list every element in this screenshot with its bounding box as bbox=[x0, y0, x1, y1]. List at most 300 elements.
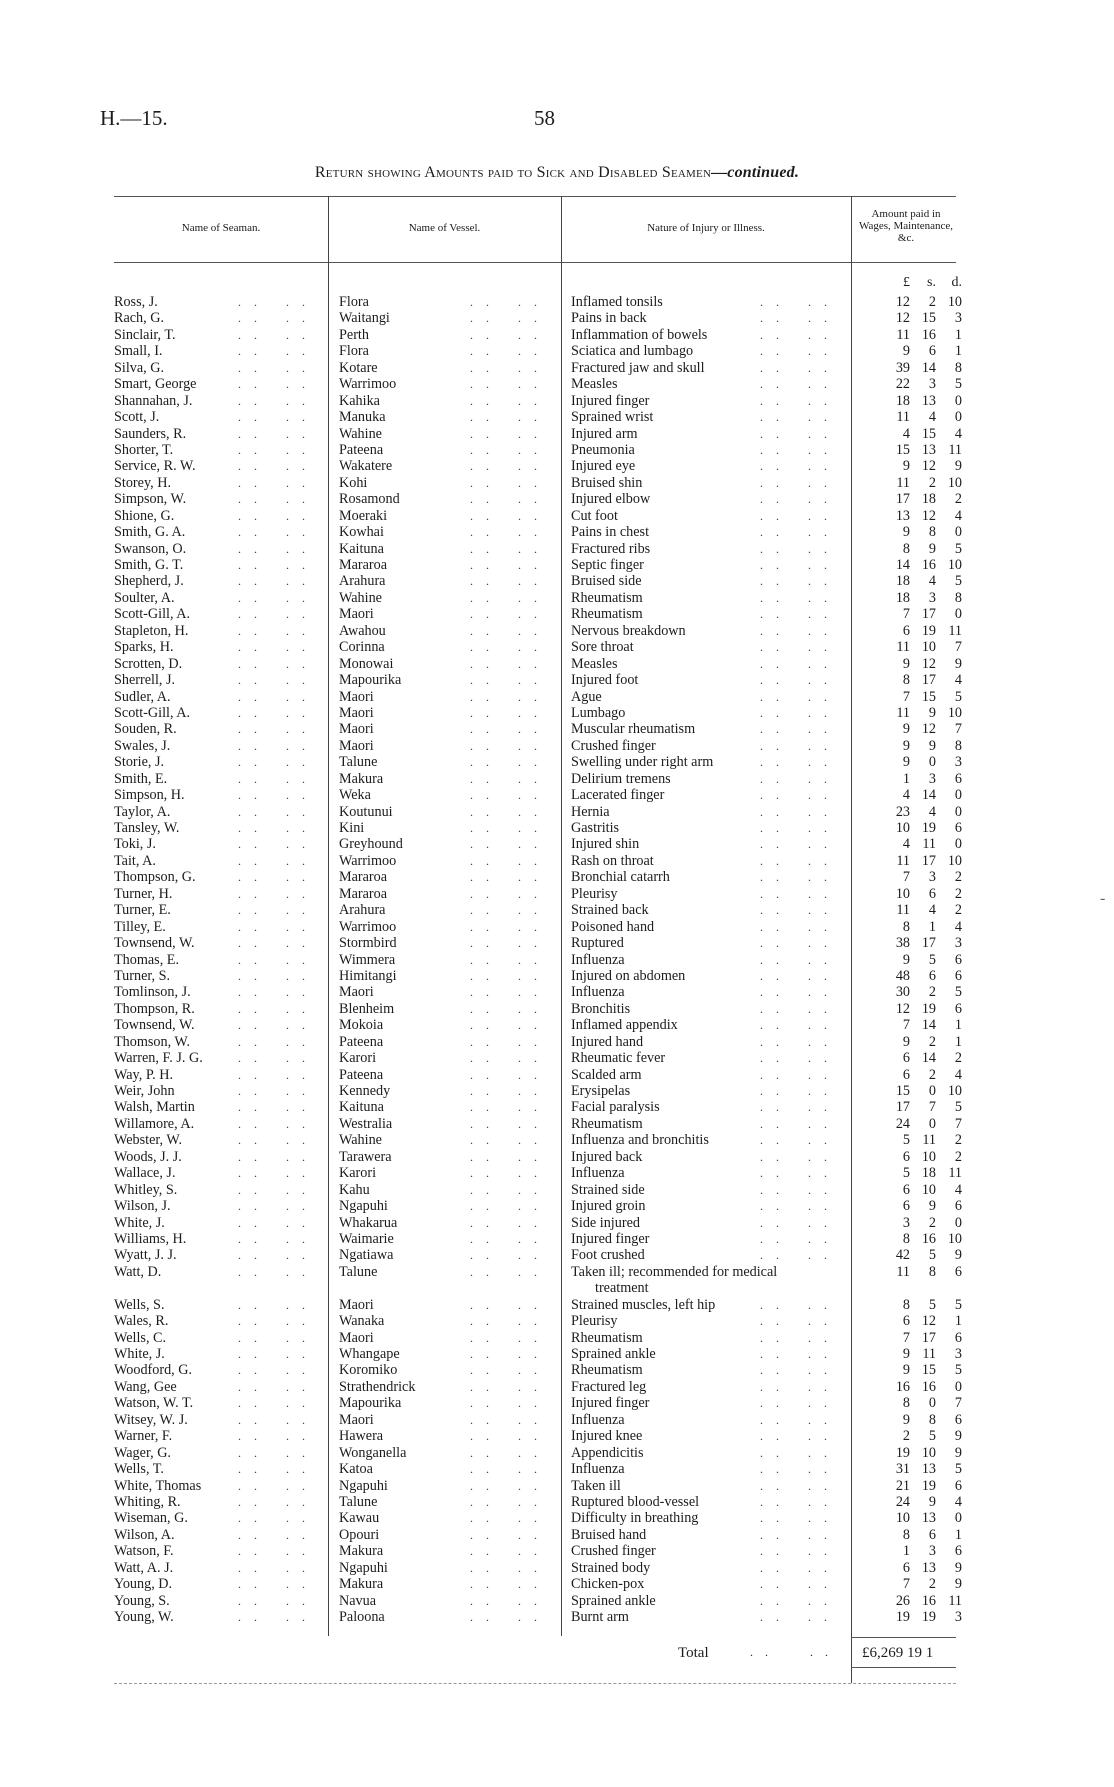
table-row bbox=[0, 1543, 1114, 1559]
seaman-name: Woodford, G. bbox=[114, 1362, 193, 1379]
leader-dots: .. .. bbox=[470, 821, 550, 835]
injury-text: Pleurisy bbox=[571, 1313, 618, 1330]
header-vessel: Name of Vessel. bbox=[408, 222, 481, 234]
amount-shillings: 6 bbox=[928, 885, 936, 902]
amount-shillings: 19 bbox=[921, 820, 936, 836]
injury-text: Sprained ankle bbox=[571, 1592, 656, 1609]
injury-text: Injured arm bbox=[571, 425, 638, 442]
seaman-name: Young, S. bbox=[114, 1592, 170, 1609]
leader-dots: .. .. bbox=[470, 1149, 550, 1164]
amount-pence: 5 bbox=[954, 376, 962, 393]
injury-text: Strained muscles, left hip bbox=[571, 1296, 716, 1313]
leader-dots: .. .. bbox=[760, 837, 840, 852]
amount-pounds: 12 bbox=[895, 310, 910, 327]
leader-dots: .. .. bbox=[760, 1544, 840, 1559]
amount-pounds: 6 bbox=[902, 1313, 910, 1330]
leader-dots: .. .. bbox=[470, 673, 550, 688]
leader-dots: .. .. bbox=[470, 1248, 550, 1263]
amount-pounds: 14 bbox=[895, 557, 910, 573]
vessel-name: Maori bbox=[339, 704, 374, 721]
amount-pence: 4 bbox=[954, 1181, 962, 1198]
amount-pounds: 7 bbox=[902, 688, 910, 705]
amount-shillings: 11 bbox=[922, 836, 936, 853]
leader-dots: .. .. bbox=[760, 689, 840, 704]
table-row bbox=[0, 1297, 1114, 1313]
amount-pence: 1 bbox=[954, 1033, 962, 1050]
seaman-name: Whiting, R. bbox=[114, 1493, 181, 1510]
injury-text: Rheumatism bbox=[571, 1362, 643, 1379]
leader-dots: .. .. bbox=[760, 459, 840, 474]
seaman-name: Turner, S. bbox=[114, 967, 171, 984]
leader-dots: .. .. bbox=[238, 623, 318, 638]
leader-dots: .. .. bbox=[238, 1330, 318, 1345]
seaman-name: Stapleton, H. bbox=[114, 622, 189, 639]
leader-dots: .. .. bbox=[470, 952, 550, 967]
leader-dots: .. .. bbox=[470, 1297, 550, 1312]
vessel-name: Kaituna bbox=[339, 540, 384, 557]
amount-pence: 6 bbox=[954, 1543, 962, 1560]
injury-text: Burnt arm bbox=[571, 1609, 629, 1626]
amount-pounds: 10 bbox=[895, 885, 910, 902]
amount-pence: 9 bbox=[954, 1576, 962, 1593]
amount-pounds: 1 bbox=[902, 770, 910, 787]
seaman-name: Thomson, W. bbox=[114, 1033, 191, 1050]
table-row bbox=[0, 524, 1114, 540]
vessel-name: Mararoa bbox=[339, 557, 388, 573]
seaman-name: Tilley, E. bbox=[114, 918, 166, 935]
amount-shillings: 15 bbox=[921, 425, 936, 442]
amount-pounds: 11 bbox=[896, 639, 910, 656]
seaman-name: Thompson, R. bbox=[114, 1000, 195, 1017]
leader-dots: .. .. bbox=[238, 1067, 318, 1082]
title-continued: —continued. bbox=[711, 164, 800, 181]
leader-dots: .. .. bbox=[760, 442, 840, 457]
seaman-name: Simpson, H. bbox=[114, 787, 185, 804]
table-row bbox=[0, 738, 1114, 754]
amount-pence: 11 bbox=[948, 1592, 962, 1609]
seaman-name: Young, D. bbox=[114, 1576, 173, 1593]
injury-text: Taken ill bbox=[571, 1477, 621, 1494]
seaman-name: Scott-Gill, A. bbox=[114, 606, 191, 623]
leader-dots: .. .. bbox=[760, 985, 840, 1000]
amount-pounds: 11 bbox=[896, 474, 910, 491]
injury-text: Delirium tremens bbox=[571, 770, 671, 787]
leader-dots: .. .. bbox=[760, 919, 840, 934]
leader-dots: .. .. bbox=[760, 903, 840, 918]
amount-pence: 11 bbox=[948, 1165, 962, 1182]
table-row bbox=[0, 343, 1114, 359]
seaman-name: Shepherd, J. bbox=[114, 573, 184, 590]
injury-text: Rheumatism bbox=[571, 1329, 643, 1346]
leader-dots: .. .. bbox=[238, 1133, 318, 1148]
amount-pence: 10 bbox=[947, 1230, 962, 1247]
table-row bbox=[0, 820, 1114, 836]
leader-dots: .. .. bbox=[470, 1215, 550, 1230]
amount-shillings: 0 bbox=[928, 754, 936, 771]
amount-pence: 6 bbox=[954, 770, 962, 787]
vessel-name: Warrimoo bbox=[339, 918, 397, 935]
leader-dots: .. .. bbox=[238, 1001, 318, 1016]
vessel-name: Maori bbox=[339, 984, 374, 1001]
vessel-name: Kotare bbox=[339, 359, 378, 376]
vessel-name: Strathendrick bbox=[339, 1378, 416, 1395]
amount-pence: 2 bbox=[954, 902, 962, 919]
leader-dots: .. .. bbox=[470, 1051, 550, 1066]
vessel-name: Waimarie bbox=[339, 1230, 394, 1247]
leader-dots: .. .. bbox=[238, 426, 318, 441]
table-row bbox=[0, 442, 1114, 458]
seaman-name: Sherrell, J. bbox=[114, 672, 176, 689]
leader-dots: .. .. bbox=[238, 1593, 318, 1608]
leader-dots: .. .. bbox=[760, 1297, 840, 1312]
vessel-name: Waitangi bbox=[339, 310, 390, 327]
leader-dots: .. .. bbox=[760, 1231, 840, 1246]
leader-dots: .. .. bbox=[470, 1363, 550, 1378]
leader-dots: .. .. bbox=[238, 1018, 318, 1033]
leader-dots: .. .. bbox=[470, 1100, 550, 1115]
table-row bbox=[0, 1116, 1114, 1132]
vessel-name: Navua bbox=[339, 1592, 377, 1609]
amount-shillings: 5 bbox=[928, 1428, 936, 1445]
seaman-name: Thompson, G. bbox=[114, 869, 196, 886]
vessel-name: Ngatiawa bbox=[339, 1247, 394, 1264]
injury-text: Difficulty in breathing bbox=[571, 1510, 699, 1527]
amount-pence: 0 bbox=[954, 803, 962, 820]
leader-dots: .. .. bbox=[470, 475, 550, 490]
seaman-name: Souden, R. bbox=[114, 721, 177, 738]
injury-text: Bruised shin bbox=[571, 474, 643, 491]
amount-shillings: 7 bbox=[928, 1099, 936, 1116]
amount-pounds: 9 bbox=[902, 1411, 910, 1428]
leader-dots: .. .. bbox=[238, 311, 318, 326]
amount-shillings: 12 bbox=[921, 458, 936, 475]
amount-shillings: 3 bbox=[928, 869, 936, 886]
seaman-name: White, Thomas bbox=[114, 1477, 202, 1494]
amount-pence: 5 bbox=[954, 573, 962, 590]
injury-text: Fractured ribs bbox=[571, 540, 651, 557]
amount-shillings: 18 bbox=[921, 1165, 936, 1182]
injury-text: Crushed finger bbox=[571, 1543, 656, 1560]
injury-text: Inflamed appendix bbox=[571, 1017, 678, 1034]
leader-dots: .. .. bbox=[760, 640, 840, 655]
seaman-name: Saunders, R. bbox=[114, 425, 187, 442]
injury-text: Crushed finger bbox=[571, 737, 656, 754]
vessel-name: Maori bbox=[339, 721, 374, 738]
vessel-name: Warrimoo bbox=[339, 376, 397, 393]
seaman-name: Witsey, W. J. bbox=[114, 1411, 188, 1428]
amount-pence: 4 bbox=[954, 918, 962, 935]
seaman-name: Sudler, A. bbox=[114, 688, 171, 705]
amount-pounds: 24 bbox=[895, 1493, 910, 1510]
injury-text: Pains in chest bbox=[571, 524, 650, 541]
amount-shillings: 16 bbox=[921, 326, 936, 343]
leader-dots: .. .. bbox=[238, 295, 318, 309]
vessel-name: Karori bbox=[339, 1165, 377, 1182]
seaman-name: Sinclair, T. bbox=[114, 326, 176, 343]
leader-dots: .. .. bbox=[238, 1577, 318, 1592]
amount-shillings: 13 bbox=[921, 1510, 936, 1527]
table-row bbox=[0, 557, 1114, 573]
seaman-name: Wyatt, J. J. bbox=[114, 1247, 177, 1264]
table-row bbox=[0, 721, 1114, 737]
seaman-name: Turner, H. bbox=[114, 885, 173, 902]
injury-text: Influenza bbox=[571, 1165, 625, 1182]
leader-dots: .. .. bbox=[470, 1084, 550, 1098]
leader-dots: .. .. bbox=[470, 607, 550, 622]
leader-dots: .. .. bbox=[470, 426, 550, 441]
amount-shillings: 2 bbox=[928, 1576, 936, 1593]
leader-dots: .. .. bbox=[470, 1018, 550, 1033]
amount-pounds: 9 bbox=[902, 655, 910, 672]
injury-text: Facial paralysis bbox=[571, 1099, 660, 1116]
amount-shillings: 0 bbox=[928, 1115, 936, 1132]
table-row bbox=[0, 1445, 1114, 1461]
leader-dots: .. .. bbox=[238, 590, 318, 605]
amount-pence: 3 bbox=[954, 1346, 962, 1363]
leader-dots: .. .. bbox=[760, 1478, 840, 1493]
amount-shillings: 14 bbox=[921, 787, 936, 804]
amount-pounds: 15 bbox=[895, 441, 910, 458]
amount-pounds: 13 bbox=[895, 507, 910, 524]
leader-dots: .. .. bbox=[238, 1314, 318, 1329]
injury-text: Septic finger bbox=[571, 557, 644, 573]
amount-pounds: 9 bbox=[902, 343, 910, 360]
amount-pounds: 6 bbox=[902, 1559, 910, 1576]
leader-dots: .. .. bbox=[760, 1379, 840, 1394]
amount-pence: 3 bbox=[954, 754, 962, 771]
leader-dots: .. .. bbox=[760, 1182, 840, 1197]
table-row bbox=[0, 1313, 1114, 1329]
table-row bbox=[0, 1346, 1114, 1362]
leader-dots: .. .. bbox=[470, 344, 550, 359]
table-row bbox=[0, 787, 1114, 803]
table-row bbox=[0, 754, 1114, 770]
amount-shillings: 17 bbox=[921, 852, 936, 869]
vessel-name: Whakarua bbox=[339, 1214, 398, 1231]
leader-dots: .. .. bbox=[238, 459, 318, 474]
leader-dots: .. .. bbox=[238, 377, 318, 392]
table-row bbox=[0, 541, 1114, 557]
vessel-name: Whangape bbox=[339, 1346, 400, 1363]
leader-dots: .. .. bbox=[238, 886, 318, 901]
table-row bbox=[0, 508, 1114, 524]
leader-dots: .. .. bbox=[470, 1379, 550, 1394]
amount-pounds: 6 bbox=[902, 1198, 910, 1215]
amount-pence: 3 bbox=[954, 1609, 962, 1626]
leader-dots: .. .. bbox=[760, 1577, 840, 1592]
table-row bbox=[0, 853, 1114, 869]
amount-shillings: 3 bbox=[928, 589, 936, 606]
table-row bbox=[0, 1576, 1114, 1592]
leader-dots: .. .. bbox=[760, 508, 840, 523]
injury-text: Rheumatism bbox=[571, 606, 643, 623]
table-row bbox=[0, 886, 1114, 902]
leader-dots: .. .. bbox=[760, 1018, 840, 1033]
leader-dots: .. .. bbox=[470, 837, 550, 852]
table-row bbox=[0, 1247, 1114, 1263]
amount-shillings: 15 bbox=[921, 688, 936, 705]
injury-text: Ague bbox=[571, 688, 602, 705]
vessel-name: Kaituna bbox=[339, 1099, 384, 1116]
seaman-name: Swales, J. bbox=[114, 737, 171, 754]
leader-dots: .. .. bbox=[760, 771, 840, 786]
table-row bbox=[0, 1264, 1114, 1297]
leader-dots: .. .. bbox=[470, 656, 550, 671]
injury-text: Injured knee bbox=[571, 1428, 643, 1445]
seaman-name: White, J. bbox=[114, 1214, 165, 1231]
leader-dots: .. .. bbox=[470, 640, 550, 655]
leader-dots: .. .. bbox=[238, 853, 318, 868]
leader-dots: .. .. bbox=[238, 1051, 318, 1066]
leader-dots: .. .. bbox=[238, 1396, 318, 1411]
vessel-name: Wakatere bbox=[339, 458, 393, 475]
injury-text: Ruptured bbox=[571, 935, 624, 952]
vessel-name: Rosamond bbox=[339, 491, 400, 508]
injury-text: Injured finger bbox=[571, 1230, 650, 1247]
seaman-name: Wager, G. bbox=[114, 1444, 171, 1461]
amount-pence: 10 bbox=[947, 557, 962, 573]
amount-shillings: 11 bbox=[922, 1132, 936, 1149]
injury-text: Appendicitis bbox=[571, 1444, 644, 1461]
amount-pence: 1 bbox=[954, 326, 962, 343]
seaman-name: Storey, H. bbox=[114, 474, 172, 491]
vessel-name: Wahine bbox=[339, 425, 382, 442]
amount-pence: 3 bbox=[954, 935, 962, 952]
amount-pounds: 6 bbox=[902, 622, 910, 639]
seaman-name: Watt, A. J. bbox=[114, 1559, 174, 1576]
table-row bbox=[0, 1001, 1114, 1017]
table-row bbox=[0, 656, 1114, 672]
leader-dots: .. .. bbox=[238, 952, 318, 967]
amount-pounds: 16 bbox=[895, 1378, 910, 1395]
leader-dots: .. .. bbox=[470, 804, 550, 819]
amount-pounds: 10 bbox=[895, 820, 910, 836]
seaman-name: Wallace, J. bbox=[114, 1165, 176, 1182]
amount-pounds: 6 bbox=[902, 1066, 910, 1083]
amount-pence: 10 bbox=[947, 294, 962, 310]
seaman-name: Way, P. H. bbox=[114, 1066, 174, 1083]
page-title bbox=[0, 164, 1114, 182]
injury-text: Swelling under right arm bbox=[571, 754, 714, 771]
seaman-name: Scott-Gill, A. bbox=[114, 704, 191, 721]
seaman-name: Ross, J. bbox=[114, 294, 158, 310]
leader-dots: .. .. bbox=[760, 1527, 840, 1542]
leader-dots: .. .. bbox=[238, 475, 318, 490]
amount-pounds: 7 bbox=[902, 1576, 910, 1593]
table-row bbox=[0, 984, 1114, 1000]
amount-pounds: 11 bbox=[896, 852, 910, 869]
injury-text: Sore throat bbox=[571, 639, 634, 656]
table-row bbox=[0, 458, 1114, 474]
amount-shillings: 10 bbox=[921, 1148, 936, 1165]
amount-shillings: 3 bbox=[928, 770, 936, 787]
injury-text: Measles bbox=[571, 376, 618, 393]
leader-dots: .. .. bbox=[470, 1412, 550, 1427]
injury-text: Sprained wrist bbox=[571, 409, 654, 426]
leader-dots: .. .. bbox=[238, 1034, 318, 1049]
amount-pounds: 18 bbox=[895, 589, 910, 606]
total-bottom-rule bbox=[851, 1667, 956, 1668]
leader-dots: .. .. bbox=[760, 558, 840, 572]
table-row bbox=[0, 393, 1114, 409]
amount-shillings: 9 bbox=[928, 704, 936, 721]
amount-shillings: 13 bbox=[921, 392, 936, 409]
vessel-name: Wahine bbox=[339, 1132, 382, 1149]
amount-pounds: 39 bbox=[895, 359, 910, 376]
vessel-name: Kini bbox=[339, 820, 365, 836]
seaman-name: Rach, G. bbox=[114, 310, 165, 327]
leader-dots: .. .. bbox=[470, 410, 550, 425]
injury-text: Pains in back bbox=[571, 310, 647, 327]
leader-dots: .. .. bbox=[238, 656, 318, 671]
amount-pence: 0 bbox=[954, 1214, 962, 1231]
amount-shillings: 5 bbox=[928, 951, 936, 968]
title-main: Return showing Amounts paid to Sick and Disabled Seamen bbox=[314, 164, 712, 181]
amount-pence: 2 bbox=[954, 491, 962, 508]
table-row bbox=[0, 1165, 1114, 1181]
seaman-name: Small, I. bbox=[114, 343, 163, 360]
amount-pounds: 4 bbox=[902, 836, 910, 853]
table-row bbox=[0, 1609, 1114, 1625]
leader-dots: .. .. bbox=[238, 837, 318, 852]
seaman-name: Shannahan, J. bbox=[114, 392, 193, 409]
seaman-name: Woods, J. J. bbox=[114, 1148, 182, 1165]
amount-pounds: 12 bbox=[895, 294, 910, 310]
leader-dots: .. .. bbox=[470, 870, 550, 885]
amount-pounds: 4 bbox=[902, 787, 910, 804]
leader-dots: .. .. bbox=[238, 1215, 318, 1230]
leader-dots: .. .. bbox=[760, 1396, 840, 1411]
amount-pence: 8 bbox=[954, 589, 962, 606]
vessel-name: Mokoia bbox=[339, 1017, 384, 1034]
amount-shillings: 6 bbox=[928, 1526, 936, 1543]
vessel-name: Katoa bbox=[339, 1461, 373, 1478]
leader-dots: .. .. bbox=[238, 1347, 318, 1362]
amount-pence: 5 bbox=[954, 688, 962, 705]
amount-pence: 7 bbox=[954, 1115, 962, 1132]
seaman-name: Shione, G. bbox=[114, 507, 175, 524]
table-row bbox=[0, 590, 1114, 606]
leader-dots: .. .. bbox=[760, 1133, 840, 1148]
amount-pounds: 9 bbox=[902, 754, 910, 771]
vessel-name: Arahura bbox=[339, 573, 386, 590]
leader-dots: .. .. bbox=[470, 755, 550, 770]
leader-dots: .. .. bbox=[470, 1544, 550, 1559]
vessel-name: Pateena bbox=[339, 1033, 384, 1050]
seamen-table bbox=[0, 294, 1114, 1625]
table-row bbox=[0, 475, 1114, 491]
leader-dots: .. .. bbox=[760, 1560, 840, 1575]
amount-pounds: 6 bbox=[902, 1181, 910, 1198]
amount-shillings: 17 bbox=[921, 1329, 936, 1346]
leader-dots: .. .. bbox=[760, 475, 840, 490]
leader-dots: .. .. bbox=[238, 410, 318, 425]
leader-dots: .. .. bbox=[760, 393, 840, 408]
vessel-name: Makura bbox=[339, 1576, 384, 1593]
amount-shillings: 4 bbox=[928, 803, 936, 820]
table-row bbox=[0, 836, 1114, 852]
leader-dots: .. .. bbox=[470, 295, 550, 309]
leader-dots: .. .. bbox=[760, 1051, 840, 1066]
leader-dots: .. .. bbox=[238, 870, 318, 885]
amount-pounds: 3 bbox=[902, 1214, 910, 1231]
injury-text: Injured hand bbox=[571, 1033, 644, 1050]
table-row bbox=[0, 1050, 1114, 1066]
injury-text: Measles bbox=[571, 655, 618, 672]
injury-text: Rheumatic fever bbox=[571, 1050, 666, 1067]
leader-dots: .. .. bbox=[238, 919, 318, 934]
amount-shillings: 17 bbox=[921, 672, 936, 689]
